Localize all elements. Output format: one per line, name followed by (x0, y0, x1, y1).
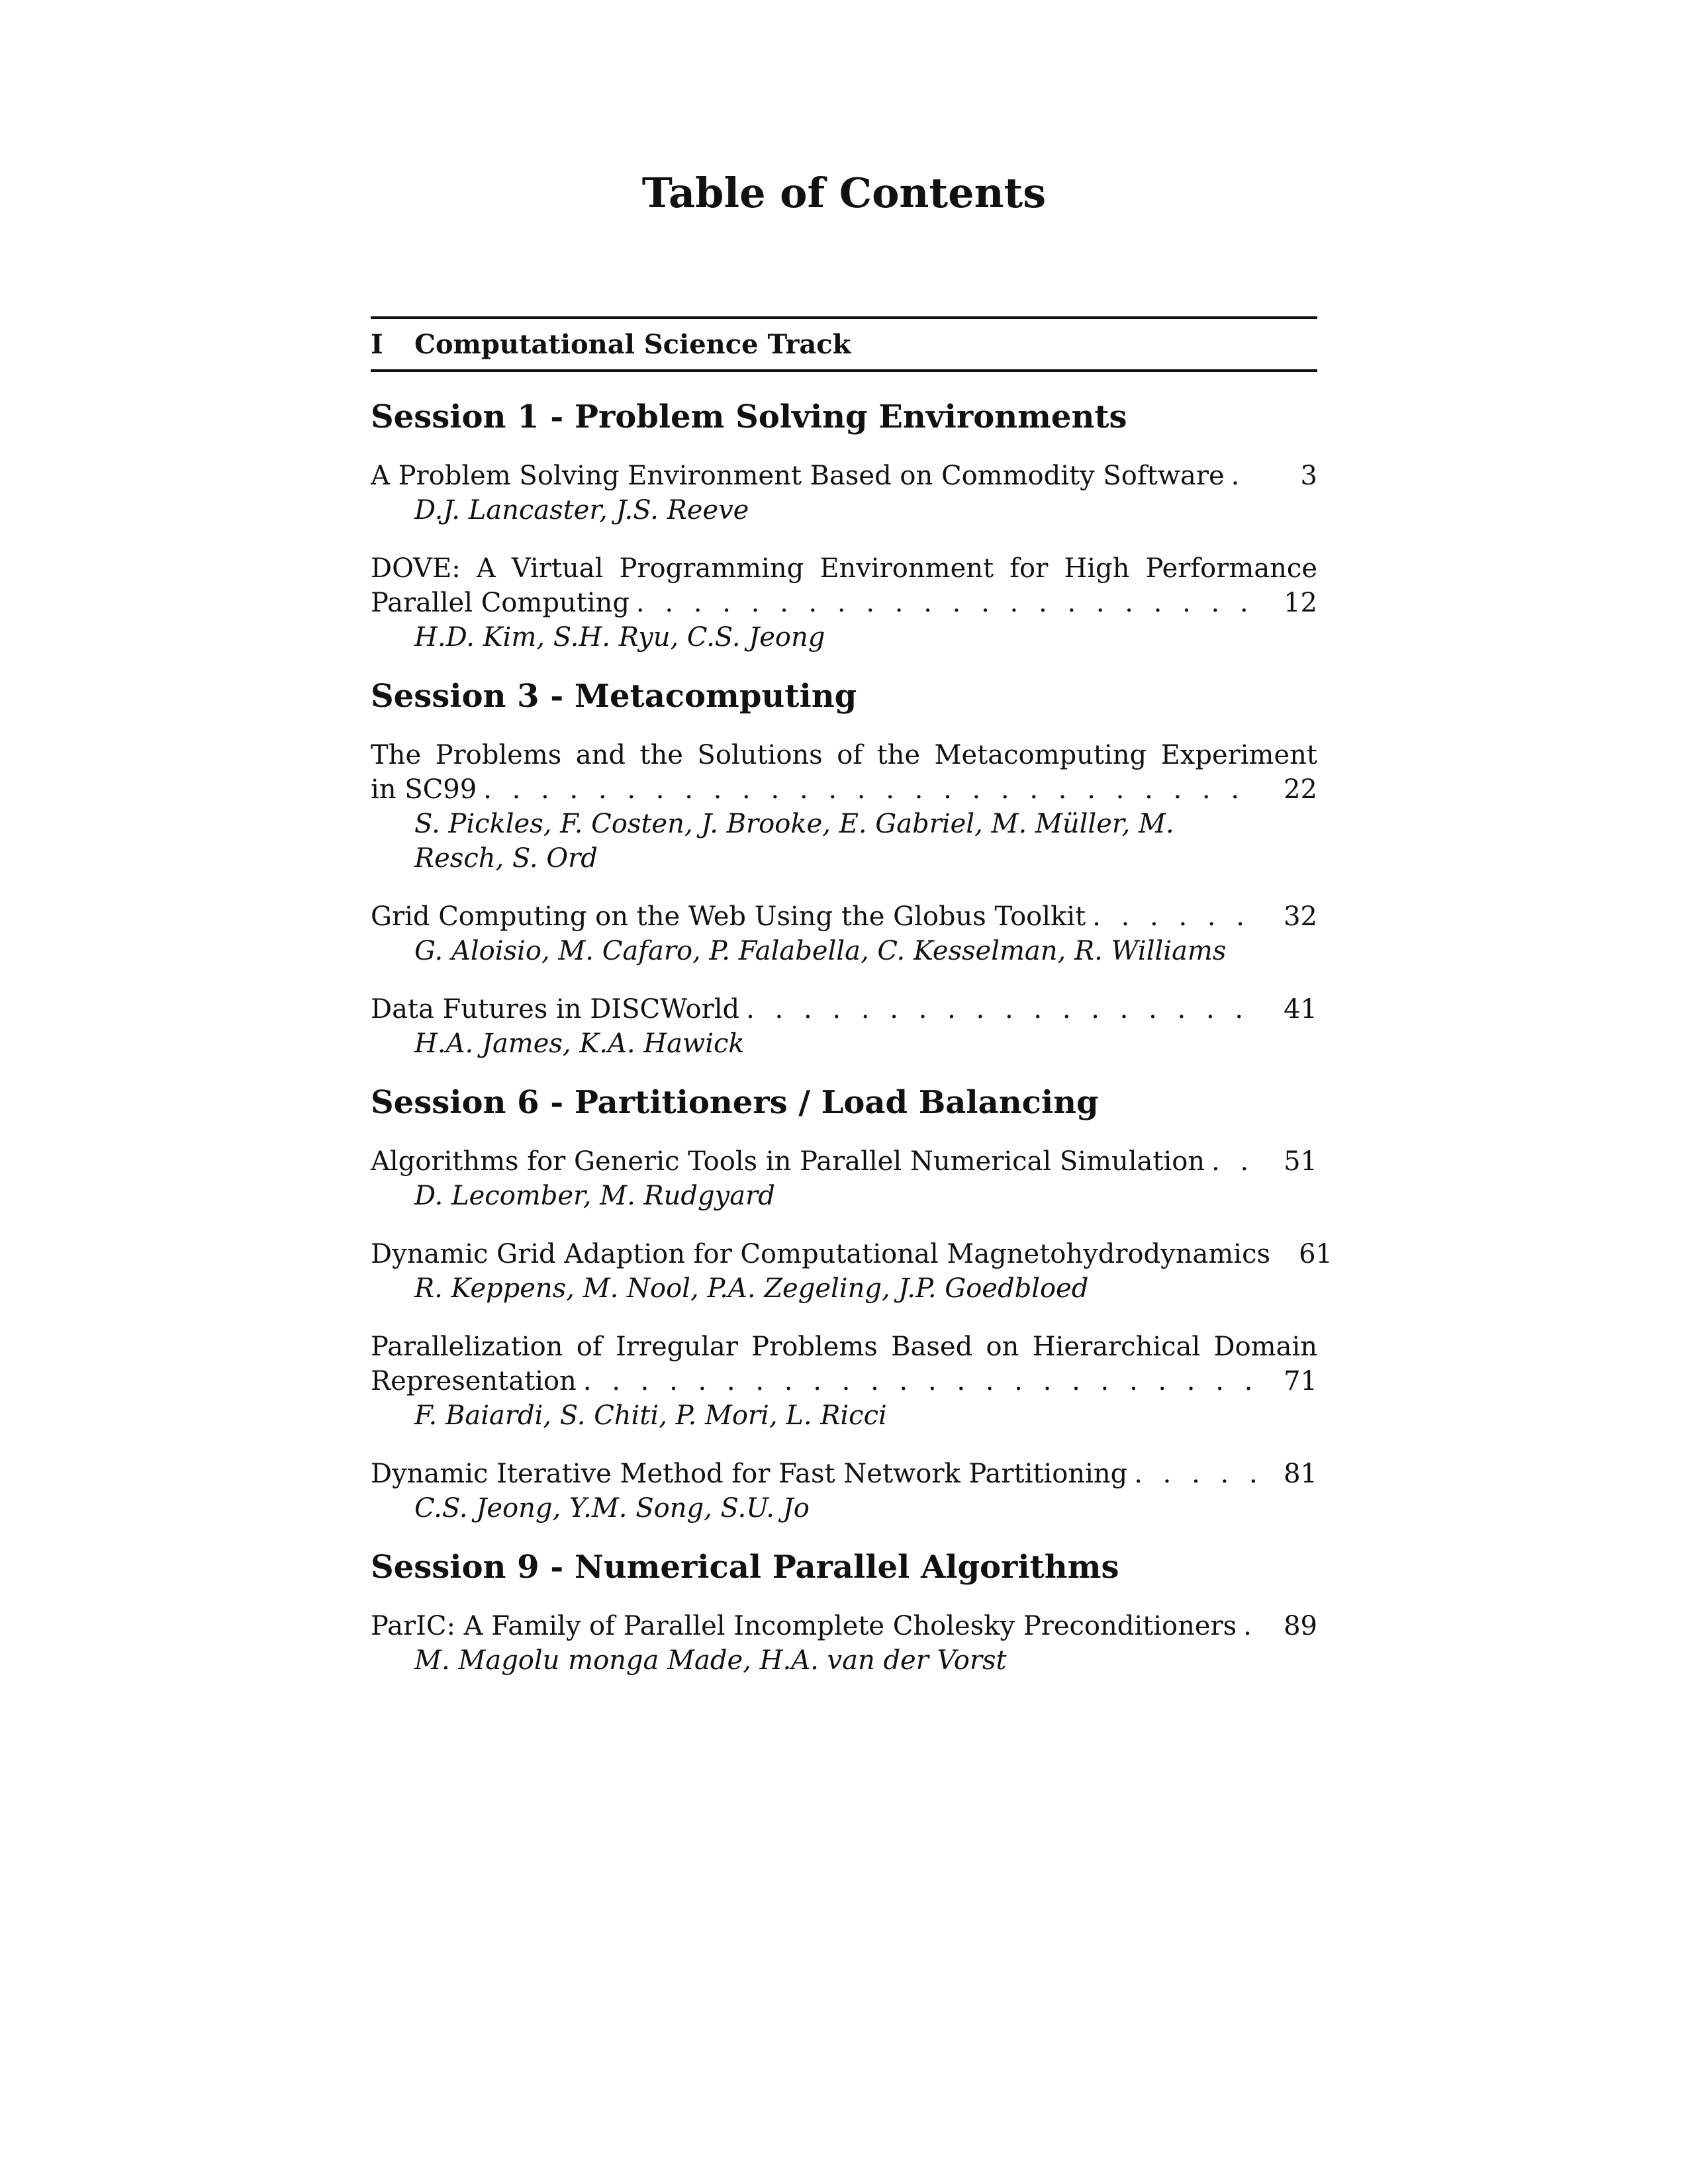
page-number: 22 (1284, 774, 1317, 805)
toc-session (371, 1544, 1317, 1678)
entry-title (371, 1457, 1317, 1491)
session-title: Session 3 - Metacomputing (371, 678, 857, 715)
entry-title-line (371, 992, 1317, 1026)
toc-entry[interactable] (371, 899, 1317, 968)
entry-title-text: Parallel Computing (371, 588, 630, 618)
dot-leader (483, 772, 1262, 807)
toc-sessions (371, 394, 1333, 1678)
entry-authors: D.J. Lancaster, J.S. Reeve (414, 495, 749, 525)
part-header (371, 316, 1317, 372)
entry-title-line (371, 459, 1317, 493)
toc-session (371, 673, 1317, 1061)
entry-authors: H.A. James, K.A. Hawick (414, 1028, 745, 1059)
entry-title-line (371, 1364, 1317, 1398)
page-number: 81 (1284, 1459, 1317, 1489)
page-number: 51 (1284, 1146, 1317, 1177)
entry-title-lead: Parallelization of Irregular Problems Based on Hierarchical Domain (371, 1332, 1317, 1362)
toc-entry[interactable] (371, 459, 1317, 527)
dot-leader (1231, 459, 1262, 493)
entry-authors: H.D. Kim, S.H. Ryu, C.S. Jeong (414, 622, 825, 653)
entry-title-line (371, 586, 1317, 620)
entry-title-lead: The Problems and the Solutions of the Metacomputing Experiment (371, 740, 1317, 770)
entry-title-text: in SC99 (371, 774, 477, 805)
entry-title-text: Dynamic Grid Adaption for Computational Magnetohydrodynamics (371, 1239, 1271, 1269)
entry-title (371, 1609, 1317, 1643)
toc-entry[interactable] (371, 1609, 1317, 1678)
entry-title (371, 1144, 1317, 1179)
session-title: Session 9 - Numerical Parallel Algorithms (371, 1549, 1119, 1586)
toc-entry[interactable] (371, 992, 1317, 1061)
entry-title-line (371, 1144, 1317, 1179)
entry-authors: C.S. Jeong, Y.M. Song, S.U. Jo (414, 1493, 810, 1524)
entry-title-line (371, 772, 1317, 807)
toc-entry[interactable] (371, 551, 1317, 655)
page-number: 71 (1284, 1366, 1317, 1396)
dot-leader (636, 586, 1262, 620)
dot-leader (1211, 1144, 1262, 1179)
page-number: 12 (1284, 588, 1317, 618)
toc-entry[interactable] (371, 1237, 1333, 1306)
page-number: 32 (1284, 901, 1317, 932)
entry-title-text: Data Futures in DISCWorld (371, 994, 740, 1024)
entry-title-text: A Problem Solving Environment Based on Commodity Software (371, 461, 1225, 491)
entry-authors: F. Baiardi, S. Chiti, P. Mori, L. Ricci (414, 1400, 887, 1431)
entry-title-text: Algorithms for Generic Tools in Parallel Numerical Simulation (371, 1146, 1205, 1177)
page-title: Table of Contents (641, 169, 1047, 217)
entry-title-lead: DOVE: A Virtual Programming Environment for High Performance (371, 553, 1317, 584)
dot-leader (746, 992, 1262, 1026)
entry-title-text: Grid Computing on the Web Using the Globus Toolkit (371, 901, 1086, 932)
entry-title (371, 551, 1317, 620)
entry-title-text: ParIC: A Family of Parallel Incomplete Cholesky Preconditioners (371, 1611, 1237, 1641)
page-number: 41 (1284, 994, 1317, 1024)
entry-title-line (371, 1457, 1317, 1491)
entry-title-text: Representation (371, 1366, 577, 1396)
dot-leader (1092, 899, 1262, 934)
entry-title (371, 738, 1317, 807)
entry-title (371, 1237, 1333, 1271)
toc-entry[interactable] (371, 738, 1317, 876)
part-number: I (371, 328, 383, 360)
part-title: Computational Science Track (414, 328, 851, 360)
dot-leader (1134, 1457, 1262, 1491)
entry-authors: S. Pickles, F. Costen, J. Brooke, E. Gabriel, M. Müller, M. Resch, S. Ord (414, 809, 1174, 874)
page-number: 61 (1299, 1239, 1333, 1269)
entry-title-line (371, 1609, 1317, 1643)
entry-title-line (371, 899, 1317, 934)
entry-title (371, 459, 1317, 493)
session-title: Session 1 - Problem Solving Environments (371, 398, 1127, 435)
entry-title-line (371, 1237, 1333, 1271)
entry-authors: M. Magolu monga Made, H.A. van der Vorst (414, 1645, 1007, 1676)
toc-entry[interactable] (371, 1330, 1317, 1433)
toc-entry[interactable] (371, 1144, 1317, 1213)
toc-entry[interactable] (371, 1457, 1317, 1525)
part-heading (371, 319, 1317, 369)
toc-session (371, 394, 1317, 655)
entry-authors: D. Lecomber, M. Rudgyard (414, 1181, 775, 1211)
entry-title (371, 1330, 1317, 1398)
entry-authors: R. Keppens, M. Nool, P.A. Zegeling, J.P. Goedbloed (414, 1273, 1089, 1304)
toc-session (371, 1079, 1333, 1525)
session-title: Session 6 - Partitioners / Load Balancing (371, 1084, 1099, 1121)
bottom-rule (371, 369, 1317, 372)
entry-title-text: Dynamic Iterative Method for Fast Network Partitioning (371, 1459, 1128, 1489)
entry-title (371, 992, 1317, 1026)
dot-leader (583, 1364, 1262, 1398)
page-number: 3 (1300, 461, 1317, 491)
page-number: 89 (1284, 1611, 1317, 1641)
dot-leader (1243, 1609, 1262, 1643)
entry-title (371, 899, 1317, 934)
entry-authors: G. Aloisio, M. Cafaro, P. Falabella, C. Kesselman, R. Williams (414, 936, 1227, 966)
